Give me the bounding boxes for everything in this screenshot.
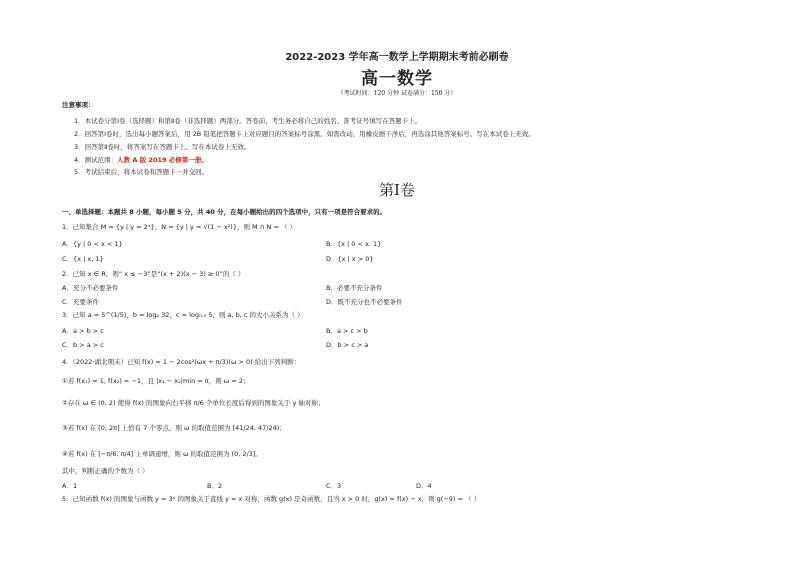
option-a: A．a > b > c: [62, 327, 104, 335]
option-b: B．a > c > b: [326, 327, 368, 335]
question-stem: 1．已知集合 M = {y | y = 2ˣ}，N = {y | y = √(1 − x²)}，则 M ∩ N = （ ）: [62, 223, 297, 231]
option-d: D．b > c > a: [326, 341, 369, 349]
question-stem: 2．已知 x ∈ R，则“ x ≤ −3”是“(x + 2)(x − 3) ≥ 0”的（ ）: [62, 270, 245, 278]
judgement-item: ②存在 ω ∈ (0, 2) 使得 f(x) 的图象向右平移 π/6 个单位长度后得到的图象关于 y 轴对称；: [62, 399, 325, 407]
option-a: A．充分不必要条件: [62, 284, 119, 292]
option-d: D．{x | x > 0}: [326, 255, 374, 263]
option-a: A．{y | 0 < x < 1}: [62, 240, 123, 248]
subject-title: 高一数学: [361, 69, 433, 89]
exam-time-line: （考试时间：120 分钟 试卷满分：150 分）: [337, 90, 457, 97]
question-ask: 其中，判断正确的个数为（ ）: [62, 467, 149, 475]
notice-scope-label: 4．测试范围：: [74, 156, 118, 164]
notice-heading: 注意事项：: [62, 101, 95, 109]
part-title: 第Ⅰ卷: [379, 181, 415, 199]
question-stem: 3．已知 a = 5^(1/5)，b = log₂ 32，c = log₀.₅ 5，则 a, b, c 的大小关系为（ ）: [62, 311, 304, 319]
notice-item: 5．考试结束后，将本试卷和答题卡一并交回。: [74, 168, 209, 176]
option-c: C．3: [326, 482, 342, 490]
option-d: D．既不充分也不必要条件: [326, 298, 403, 306]
notice-item: [74, 155, 208, 164]
judgement-item: ③若 f(x) 在 [0, 2π] 上恰有 7 个零点，则 ω 的取值范围为 [41/24, 47/24)；: [62, 424, 286, 432]
section-heading: 一、单选择题：本题共 8 小题，每小题 5 分，共 40 分，在每小题给出的四个选项中，只有一项是符合要求的。: [62, 208, 387, 216]
option-a: A．1: [62, 482, 78, 490]
option-b: B．必要不充分条件: [326, 284, 383, 292]
exam-title: 2022-2023 学年高一数学上学期期末考前必刷卷: [285, 52, 509, 63]
option-c: C．充要条件: [62, 298, 100, 306]
judgement-item: ④若 f(x) 在 [−π/6, π/4] 上单调递增，则 ω 的取值范围为 (0, 2/3]。: [62, 450, 262, 458]
notice-scope-highlight: 人教 A 版 2019 必修第一册。: [117, 156, 208, 164]
option-c: C．{x | x, 1}: [62, 255, 104, 263]
notice-item: 2．回答第Ⅰ卷时，选出每小题答案后，用 2B 铅笔把答题卡上对应题目的答案标号涂黑。如需改动，用橡皮擦干净后，再选涂其他答案标号。写在本试卷上无效。: [74, 130, 535, 138]
option-b: B．2: [207, 482, 223, 490]
question-stem: 5．已知函数 f(x) 的图象与函数 y = 3ˣ 的图象关于直线 y = x 对称，函数 g(x) 是奇函数，且当 x > 0 时，g(x) = f(x) − x，则 g(−9) = （ ）: [62, 495, 481, 503]
notice-item: 3．回答第Ⅱ卷时，将答案写在答题卡上。写在本试卷上无效。: [74, 143, 251, 151]
option-c: C．b > a > c: [62, 341, 104, 349]
notice-item: 1．本试卷分第Ⅰ卷（选择题）和第Ⅱ卷（非选择题）两部分。答卷前，考生务必将自己的姓名、准考证号填写在答题卡上。: [74, 117, 422, 125]
question-stem: 4．（2022·湖北期末）已知 f(x) = 1 − 2cos²(ωx + π/3)(ω > 0) 给出下列判断：: [62, 358, 301, 366]
judgement-item: ①若 f(x₁) = 1, f(x₂) = −1，且 |x₁ − x₂|min = π，则 ω = 2；: [62, 377, 250, 385]
option-d: D．4: [416, 482, 432, 490]
option-b: B．{x | 0 < x, 1}: [326, 240, 382, 248]
